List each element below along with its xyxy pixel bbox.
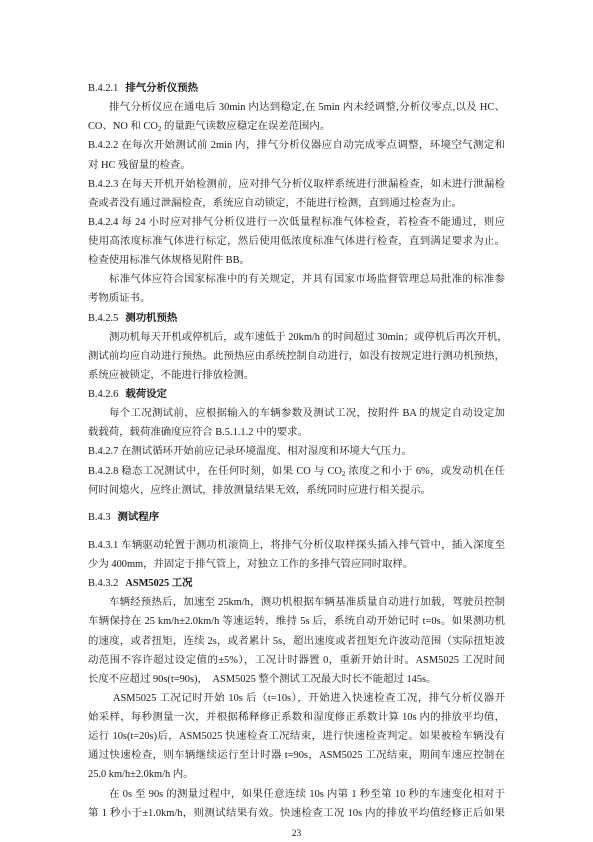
paragraph-b-4-2-5-line-1: 测功机每天开机或停机后，或车速低于 20km/h 的时间超过 30min；或停机后再次开机，	[109, 331, 508, 343]
paragraph-asm5025-b-line-4: 通过快速检查，则车辆继续运行至计时器 t=90s，ASM5025 工况结束，期间车速应控制在	[88, 750, 505, 762]
paragraph-b-4-2-3-line-2: 查或者没有通过泄漏检查，系统应自动锁定，不能进行检测，直到通过检查为止。	[88, 197, 463, 209]
paragraph-asm5025-c-line-2: 第 1 秒小于±1.0km/h，则测试结果有效。快速检查工况 10s 内的排放平均值经修正后如果	[88, 807, 505, 819]
paragraph-b-4-3-1-line-1: B.4.3.1 车辆驱动轮置于测功机滚筒上，将排气分析仪取样探头插入排气管中，插入深度至	[88, 539, 505, 551]
paragraph-b-4-2-6-line-2: 载载荷，载荷准确度应符合 B.5.1.1.2 中的要求。	[88, 427, 308, 439]
paragraph-asm5025-b-line-2: 始采样，每秒测量一次，并根据稀释修正系数和湿度修正系数计算 10s 内的排放平均值，	[88, 712, 505, 723]
heading-title: 排气分析仪预热	[125, 83, 199, 94]
heading-title: 载荷设定	[125, 389, 167, 400]
paragraph-b-4-3-1-line-2: 少为 400mm，并固定于排气管上，对独立工作的多排气管应同时取样。	[88, 559, 414, 570]
paragraph-b-4-2-6-line-1: 每个工况测试前，应根据输入的车辆参数及测试工况，按附件 BA 的规定自动设定加	[109, 408, 505, 420]
heading-b-4-2-6	[88, 385, 505, 404]
paragraph-b-4-2-2-line-1: B.4.2.2 在每次开始测试前 2min 内，排气分析仪器应自动完成零点调整，环境空气测定和	[88, 140, 505, 152]
paragraph-asm5025-a-line-3: 的速度，或者扭矩，连续 2s，或者累计 5s，超出速度或者扭矩允许波动范围（实际扭矩波	[88, 635, 505, 647]
heading-b-4-3-2	[88, 574, 505, 593]
paragraph-asm5025-a-line-4: 动范围不容许超过设定值的±5%），工况计时器置 0，重新开始计时。ASM5025 工况时间	[88, 654, 505, 666]
paragraph-b-4-2-2-line-2: 对 HC 残留量的检查。	[88, 159, 191, 171]
paragraph-standard-gas-line-2: 考物质证书。	[88, 293, 151, 305]
heading-number: B.4.2.5	[88, 312, 119, 324]
paragraph-asm5025-b-line-1: ASM5025 工况记时开始 10s 后（t=10s），开始进入快速检查工况，排气分析仪器开	[113, 692, 505, 704]
heading-number: B.4.3	[88, 511, 111, 523]
paragraph-b-4-2-8-line-1	[88, 462, 505, 481]
paragraph-b-4-2-7: B.4.2.7 在测试循环开始前应记录环境温度、相对湿度和环境大气压力。	[88, 446, 412, 458]
subscript: 2	[341, 469, 346, 478]
heading-title: ASM5025 工况	[125, 578, 193, 590]
paragraph-b-4-2-4-line-3: 检查使用标准气体规格见附件 BB。	[88, 255, 250, 267]
line-text: 浓度之和小于 6%，或发动机在任	[345, 465, 505, 477]
paragraph-b-4-2-5-line-2: 测试前均应自动进行预热。此预热应由系统控制自动进行，如没有按规定进行测功机预热，	[88, 350, 505, 362]
paragraph-b-4-2-4-line-2: 使用高浓度标准气体进行标定，然后使用低浓度标准气体进行检查，直到满足要求为止。	[88, 236, 505, 247]
line-text: B.4.2.8 稳态工况测试中，在任何时刻，如果 CO 与 CO	[88, 465, 342, 477]
heading-title: 测试程序	[117, 511, 160, 523]
heading-b-4-2-1	[88, 79, 505, 98]
paragraph-asm5025-b-line-5: 25.0 km/h±2.0km/h 内。	[88, 769, 194, 781]
line-text: 的量距气读数应稳定在误差范围内。	[161, 121, 331, 133]
heading-number: B.4.3.2	[88, 578, 119, 590]
heading-b-4-3	[88, 508, 505, 527]
heading-number: B.4.2.6	[88, 389, 119, 400]
paragraph-b-4-2-4-line-1: B.4.2.4 每 24 小时应对排气分析仪进行一次低量程标准气体检查，若检查不能通过，则应	[88, 216, 505, 228]
subscript: 2	[157, 125, 162, 134]
page-number: 23	[291, 829, 302, 839]
heading-title: 测功机预热	[125, 312, 178, 324]
heading-number: B.4.2.1	[88, 83, 119, 94]
paragraph-b-4-2-8-line-2: 何时间熄火，应终止测试，排放测量结果无效，系统同时应进行相关提示。	[88, 484, 431, 496]
paragraph-b-4-2-1-line-1: 排气分析仪应在通电后 30min 内达到稳定,在 5min 内未经调整,分析仪零点,以及 HC、	[109, 102, 505, 114]
paragraph-b-4-2-1-line-2	[88, 117, 505, 136]
paragraph-asm5025-a-line-5: 长度不应超过 90s(t=90s)， ASM5025 整个测试工况最大时长不能超过 145s。	[88, 673, 437, 685]
heading-b-4-2-5	[88, 309, 505, 328]
paragraph-b-4-2-5-line-3: 系统应被锁定，不能进行排放检测。	[88, 369, 255, 381]
paragraph-standard-gas-line-1: 标准气体应符合国家标准中的有关规定，并具有国家市场监督管理总局批准的标准参	[109, 274, 505, 286]
paragraph-asm5025-a-line-2: 车辆保持在 25 km/h±2.0km/h 等速运转，维持 5s 后，系统自动开始记时 t=0s。如果测功机	[88, 616, 505, 628]
document-body	[88, 79, 508, 823]
paragraph-asm5025-c-line-1: 在 0s 至 90s 的测量过程中，如果任意连续 10s 内第 1 秒至第 10 秒的车速变化相对于	[109, 788, 505, 800]
paragraph-asm5025-b-line-3: 运行 10s(t=20s)后，ASM5025 快速检查工况结束，进行快速检查判定。如果被检车辆没有	[88, 731, 505, 743]
paragraph-asm5025-a-line-1: 车辆经预热后，加速至 25km/h，测功机根据车辆基准质量自动进行加载，驾驶员控制	[109, 597, 505, 609]
paragraph-b-4-2-3-line-1: B.4.2.3 在每天开机开始检测前，应对排气分析仪取样系统进行泄漏检查，如未进行泄漏检	[88, 178, 505, 190]
line-text: CO、NO 和 CO	[88, 121, 158, 133]
